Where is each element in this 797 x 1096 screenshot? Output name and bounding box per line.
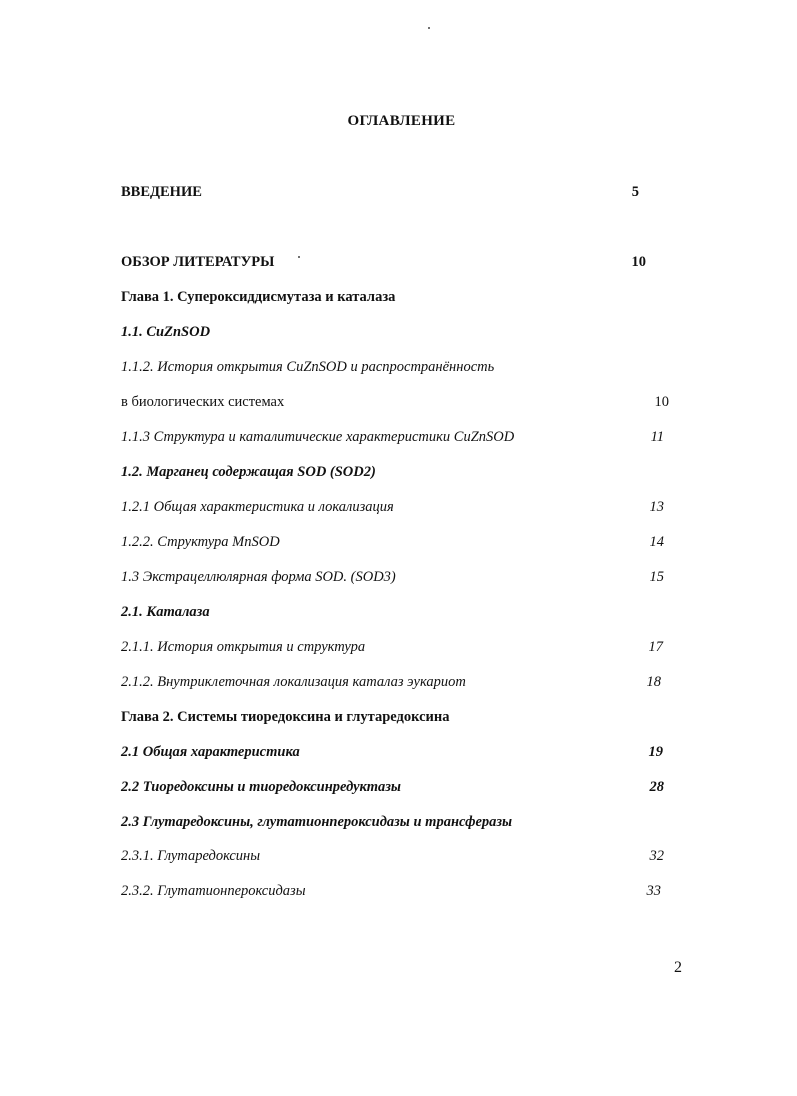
toc-entry-page: 13 — [649, 499, 664, 515]
toc-entry-1-2 — [121, 462, 681, 482]
toc-entry-text: 1.1. CuZnSOD — [121, 324, 211, 340]
toc-entry-text: 2.2 Тиоредоксины и тиоредоксинредуктазы — [121, 779, 401, 795]
toc-entry-page: 32 — [649, 848, 664, 864]
toc-entry-1-1-2 — [121, 357, 681, 377]
toc-entry-text: 2.1.2. Внутриклеточная локализация каталаз эукариот — [121, 674, 466, 690]
toc-entry-page: 10 — [654, 394, 669, 410]
toc-entry-chapter-2 — [121, 707, 681, 727]
toc-entry-page: 17 — [648, 639, 663, 655]
toc-entry-text: Глава 1. Супероксиддисмутаза и каталаза — [121, 289, 396, 305]
toc-entry-2-1-catalase — [121, 602, 681, 622]
toc-entry-text: 1.2.2. Структура MnSOD — [121, 534, 280, 550]
toc-entry-text: 2.1.1. История открытия и структура — [121, 639, 366, 655]
toc-entry-page: 28 — [649, 779, 664, 795]
toc-entry-page: 11 — [650, 429, 664, 445]
toc-entry-text: 2.3 Глутаредоксины, глутатионпероксидазы и трансферазы — [121, 814, 513, 830]
toc-entry-introduction — [121, 182, 641, 202]
toc-entry-2-3-1 — [121, 846, 681, 866]
toc-entry-text: 2.3.2. Глутатионпероксидазы — [121, 883, 306, 899]
toc-entry-text: 1.2.1 Общая характеристика и локализация — [121, 499, 394, 515]
toc-entry-2-1-general — [121, 742, 681, 762]
page-number: 2 — [674, 959, 682, 976]
toc-entry-page: 33 — [646, 883, 661, 899]
toc-entry-2-1-2 — [121, 672, 681, 692]
toc-entry-page: 5 — [631, 184, 639, 200]
toc-entry-text: Глава 2. Системы тиоредоксина и глутаредоксина — [121, 709, 450, 725]
toc-entry-text: 2.1. Каталаза — [121, 604, 210, 620]
toc-entry-page: 19 — [648, 744, 663, 760]
toc-entry-2-3-2 — [121, 881, 681, 901]
toc-entry-page: 10 — [631, 254, 646, 270]
toc-entry-1-2-2 — [121, 532, 681, 552]
toc-entry-text: 1.2. Марганец содержащая SOD (SOD2) — [121, 464, 376, 480]
toc-entry-2-3 — [121, 812, 681, 832]
toc-entry-1-1-2-cont — [121, 392, 681, 412]
toc-entry-literature-review — [121, 252, 651, 272]
toc-entry-text: 1.1.2. История открытия CuZnSOD и распространённость — [121, 359, 495, 375]
toc-entry-1-1-3 — [121, 427, 681, 447]
toc-entry-text: 1.3 Экстрацеллюлярная форма SOD. (SOD3) — [121, 569, 396, 585]
toc-entry-text: 1.1.3 Структура и каталитические характеристики CuZnSOD — [121, 429, 515, 445]
toc-entry-page: 14 — [649, 534, 664, 550]
toc-title: ОГЛАВЛЕНИЕ — [347, 113, 456, 129]
toc-entry-text: ВВЕДЕНИЕ — [121, 184, 202, 200]
toc-entry-1-3 — [121, 567, 681, 587]
toc-entry-2-1-1 — [121, 637, 681, 657]
toc-entry-page: 18 — [646, 674, 661, 690]
toc-entry-1-1 — [121, 322, 681, 342]
scan-speck — [428, 27, 430, 29]
toc-entry-page: 15 — [649, 569, 664, 585]
toc-entry-text: в биологических системах — [121, 394, 285, 410]
toc-entry-text: ОБЗОР ЛИТЕРАТУРЫ — [121, 254, 275, 270]
toc-entry-text: 2.1 Общая характеристика — [121, 744, 300, 760]
toc-entry-text: 2.3.1. Глутаредоксины — [121, 848, 261, 864]
toc-entry-1-2-1 — [121, 497, 681, 517]
toc-entry-2-2 — [121, 777, 681, 797]
toc-entry-chapter-1 — [121, 287, 681, 307]
